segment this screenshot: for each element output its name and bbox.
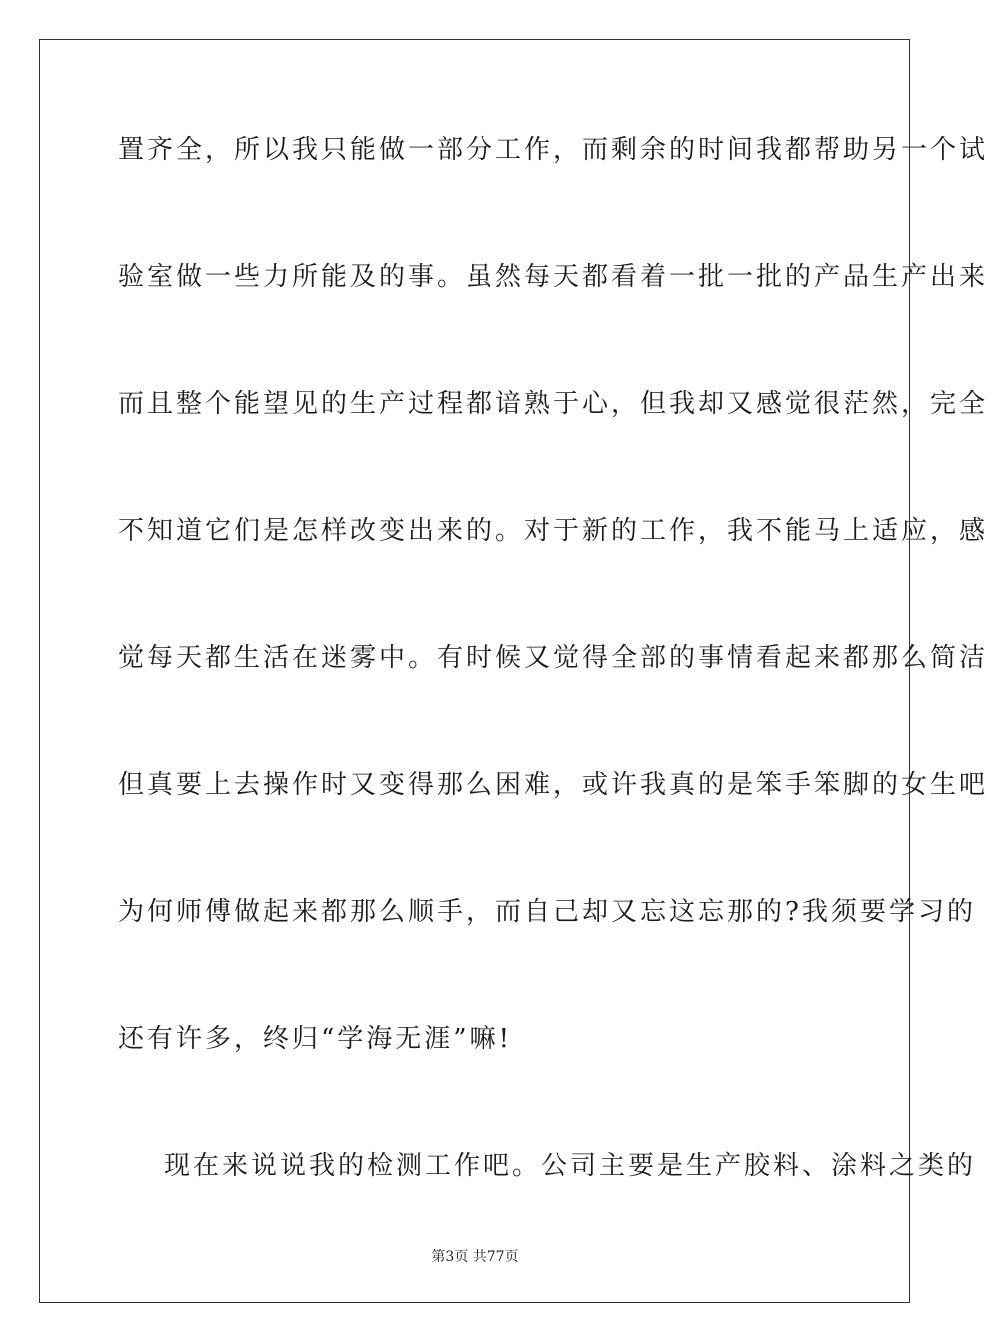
- text-line: 为何师傅做起来都那么顺手，而自己却又忘这忘那的?我须要学习的: [118, 897, 976, 927]
- text-line: 置齐全，所以我只能做一部分工作，而剩余的时间我都帮助另一个试: [118, 135, 988, 165]
- text-line: 而且整个能望见的生产过程都谙熟于心，但我却又感觉很茫然，完全: [118, 389, 988, 419]
- text-line: 还有许多，终归“学海无涯”嘛!: [118, 1024, 513, 1054]
- text-line: 验室做一些力所能及的事。虽然每天都看着一批一批的产品生产出来: [118, 262, 988, 292]
- text-line: 不知道它们是怎样改变出来的。对于新的工作，我不能马上适应，感: [118, 516, 988, 546]
- text-line: 觉每天都生活在迷雾中。有时候又觉得全部的事情看起来都那么简洁: [118, 643, 988, 673]
- paragraph-start-line: 现在来说说我的检测工作吧。公司主要是生产胶料、涂料之类的: [164, 1151, 977, 1181]
- text-line: 但真要上去操作时又变得那么困难，或许我真的是笨手笨脚的女生吧: [118, 770, 988, 800]
- document-body: [118, 124, 988, 1267]
- page-footer: 第3页 共77页: [431, 1249, 519, 1265]
